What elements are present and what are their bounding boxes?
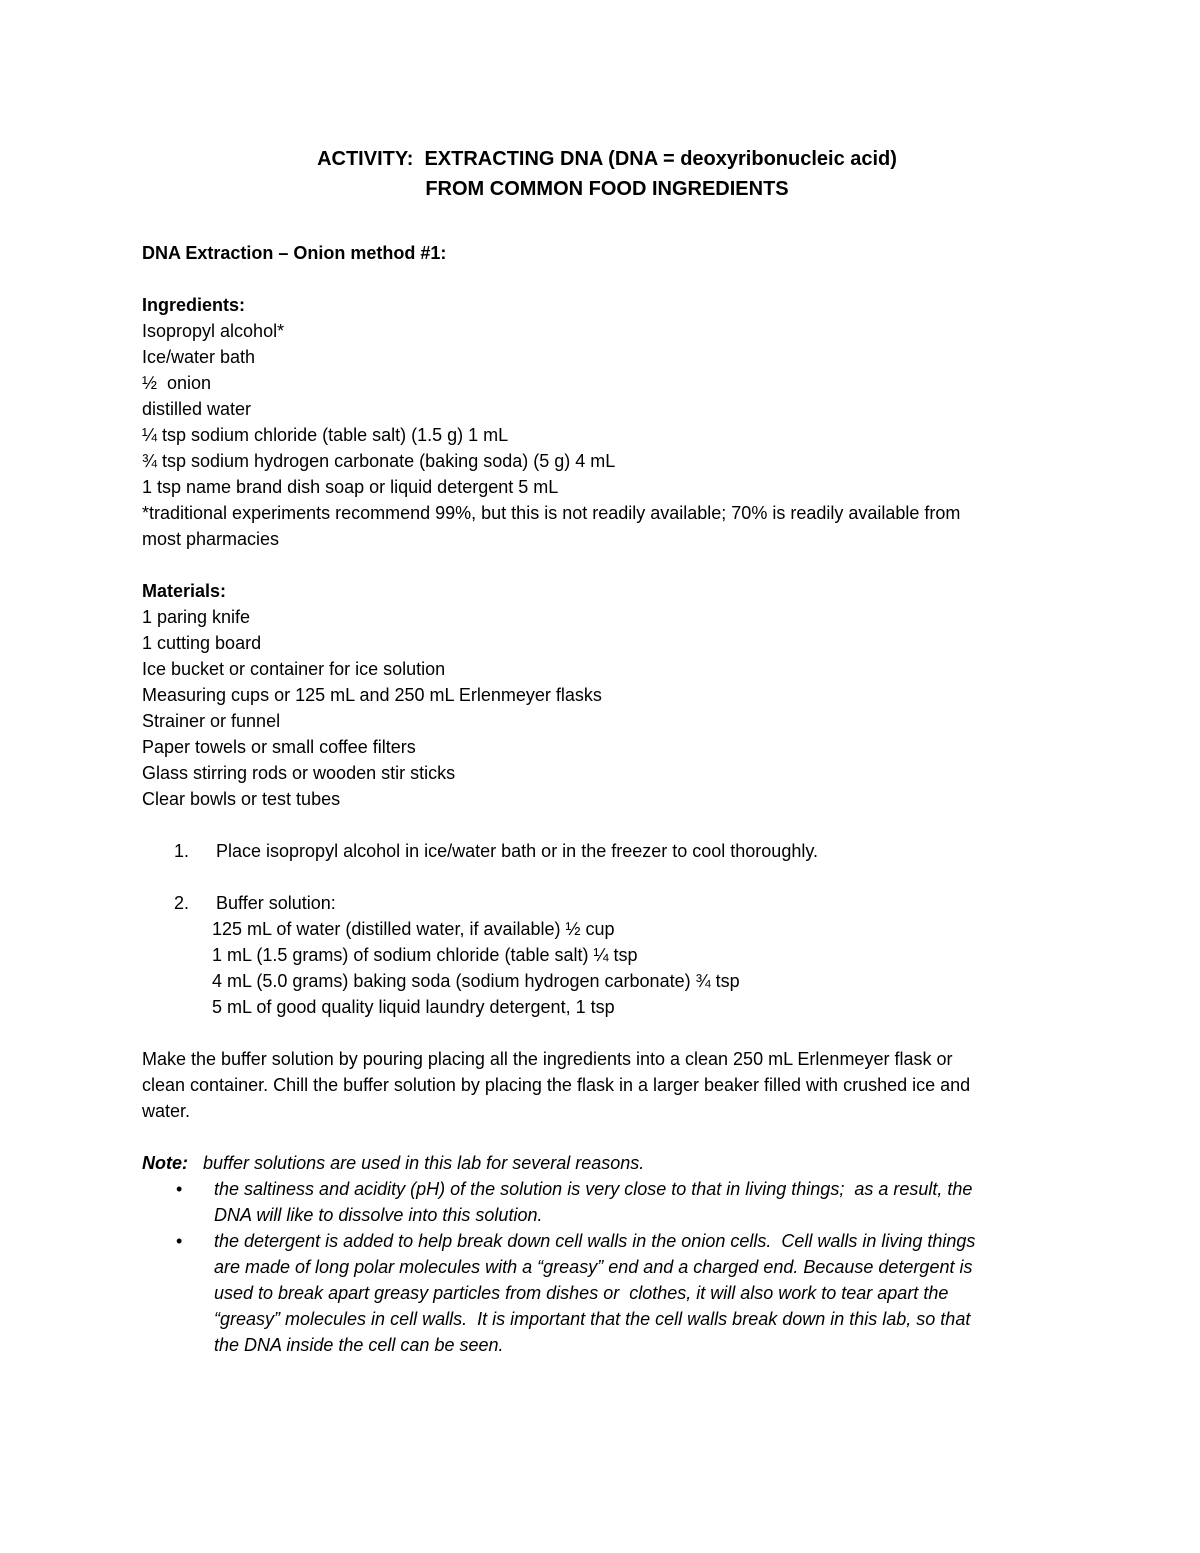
buffer-recipe-line: 5 mL of good quality liquid laundry detergent, 1 tsp	[212, 997, 615, 1017]
procedure-steps	[142, 838, 1072, 1020]
ingredient-footnote: most pharmacies	[142, 529, 280, 549]
document-title	[142, 144, 1072, 204]
buffer-recipe-line: 1 mL (1.5 grams) of sodium chloride (table salt) ¼ tsp	[212, 945, 638, 965]
material-item: 1 cutting board	[142, 633, 262, 653]
method-heading: DNA Extraction – Onion method #1:	[142, 243, 447, 263]
material-item: Ice bucket or container for ice solution	[142, 659, 446, 679]
note-intro-text: buffer solutions are used in this lab for several reasons.	[203, 1153, 645, 1173]
material-item: 1 paring knife	[142, 607, 251, 627]
step-number: 1.	[174, 841, 190, 861]
buffer-recipe	[142, 916, 1072, 1020]
bullet-icon: •	[176, 1179, 183, 1199]
ingredient-item: ¼ tsp sodium chloride (table salt) (1.5 g) 1 mL	[142, 425, 509, 445]
step-text: Place isopropyl alcohol in ice/water bath or in the freezer to cool thoroughly.	[216, 841, 818, 861]
ingredient-item: distilled water	[142, 399, 252, 419]
bullet-line: the DNA inside the cell can be seen.	[214, 1335, 504, 1355]
ingredient-item: ½ onion	[142, 373, 212, 393]
ingredient-item: Ice/water bath	[142, 347, 256, 367]
title-line-1: ACTIVITY: EXTRACTING DNA (DNA = deoxyribonucleic acid)	[317, 148, 897, 170]
document-page	[142, 144, 1072, 1358]
ingredient-footnote: *traditional experiments recommend 99%, but this is not readily available; 70% is readily available from	[142, 503, 961, 523]
bullet-line: the saltiness and acidity (pH) of the solution is very close to that in living things; as a result, the	[214, 1179, 973, 1199]
step-text: Buffer solution:	[216, 893, 336, 913]
ingredients-section	[142, 292, 1072, 552]
buffer-recipe-line: 4 mL (5.0 grams) baking soda (sodium hydrogen carbonate) ¾ tsp	[212, 971, 740, 991]
bullet-line: the detergent is added to help break down cell walls in the onion cells. Cell walls in living things	[214, 1231, 976, 1251]
bullet-line: are made of long polar molecules with a “greasy” end and a charged end. Because detergent is	[214, 1257, 973, 1277]
ingredient-item: ¾ tsp sodium hydrogen carbonate (baking soda) (5 g) 4 mL	[142, 451, 616, 471]
paragraph-line: clean container. Chill the buffer solution by placing the flask in a larger beaker filled with crushed ice and	[142, 1075, 971, 1095]
note-bullet	[142, 1228, 1072, 1358]
material-item: Strainer or funnel	[142, 711, 281, 731]
title-line-2: FROM COMMON FOOD INGREDIENTS	[425, 178, 789, 200]
materials-section	[142, 578, 1072, 812]
bullet-line: used to break apart greasy particles from dishes or clothes, it will also work to tear apart the	[214, 1283, 949, 1303]
ingredient-item: Isopropyl alcohol*	[142, 321, 285, 341]
note-bullet	[142, 1176, 1072, 1228]
note-bullets	[142, 1176, 1072, 1358]
step-number: 2.	[174, 893, 190, 913]
paragraph-line: water.	[142, 1101, 191, 1121]
buffer-recipe-line: 125 mL of water (distilled water, if available) ½ cup	[212, 919, 615, 939]
paragraph-line: Make the buffer solution by pouring placing all the ingredients into a clean 250 mL Erlenmeyer flask or	[142, 1049, 953, 1069]
ingredient-item: 1 tsp name brand dish soap or liquid detergent 5 mL	[142, 477, 559, 497]
procedure-step-2	[142, 890, 1072, 1020]
bullet-line: “greasy” molecules in cell walls. It is important that the cell walls break down in this lab, so that	[214, 1309, 971, 1329]
ingredients-heading: Ingredients:	[142, 295, 246, 315]
material-item: Glass stirring rods or wooden stir sticks	[142, 763, 456, 783]
note-section	[142, 1150, 1072, 1358]
note-intro	[142, 1150, 1072, 1176]
buffer-instructions	[142, 1046, 1072, 1124]
note-label: Note:	[142, 1153, 188, 1173]
material-item: Clear bowls or test tubes	[142, 789, 341, 809]
materials-heading: Materials:	[142, 581, 227, 601]
material-item: Measuring cups or 125 mL and 250 mL Erlenmeyer flasks	[142, 685, 602, 705]
procedure-step-1	[142, 838, 1072, 864]
bullet-icon: •	[176, 1231, 183, 1251]
bullet-line: DNA will like to dissolve into this solution.	[214, 1205, 543, 1225]
material-item: Paper towels or small coffee filters	[142, 737, 416, 757]
